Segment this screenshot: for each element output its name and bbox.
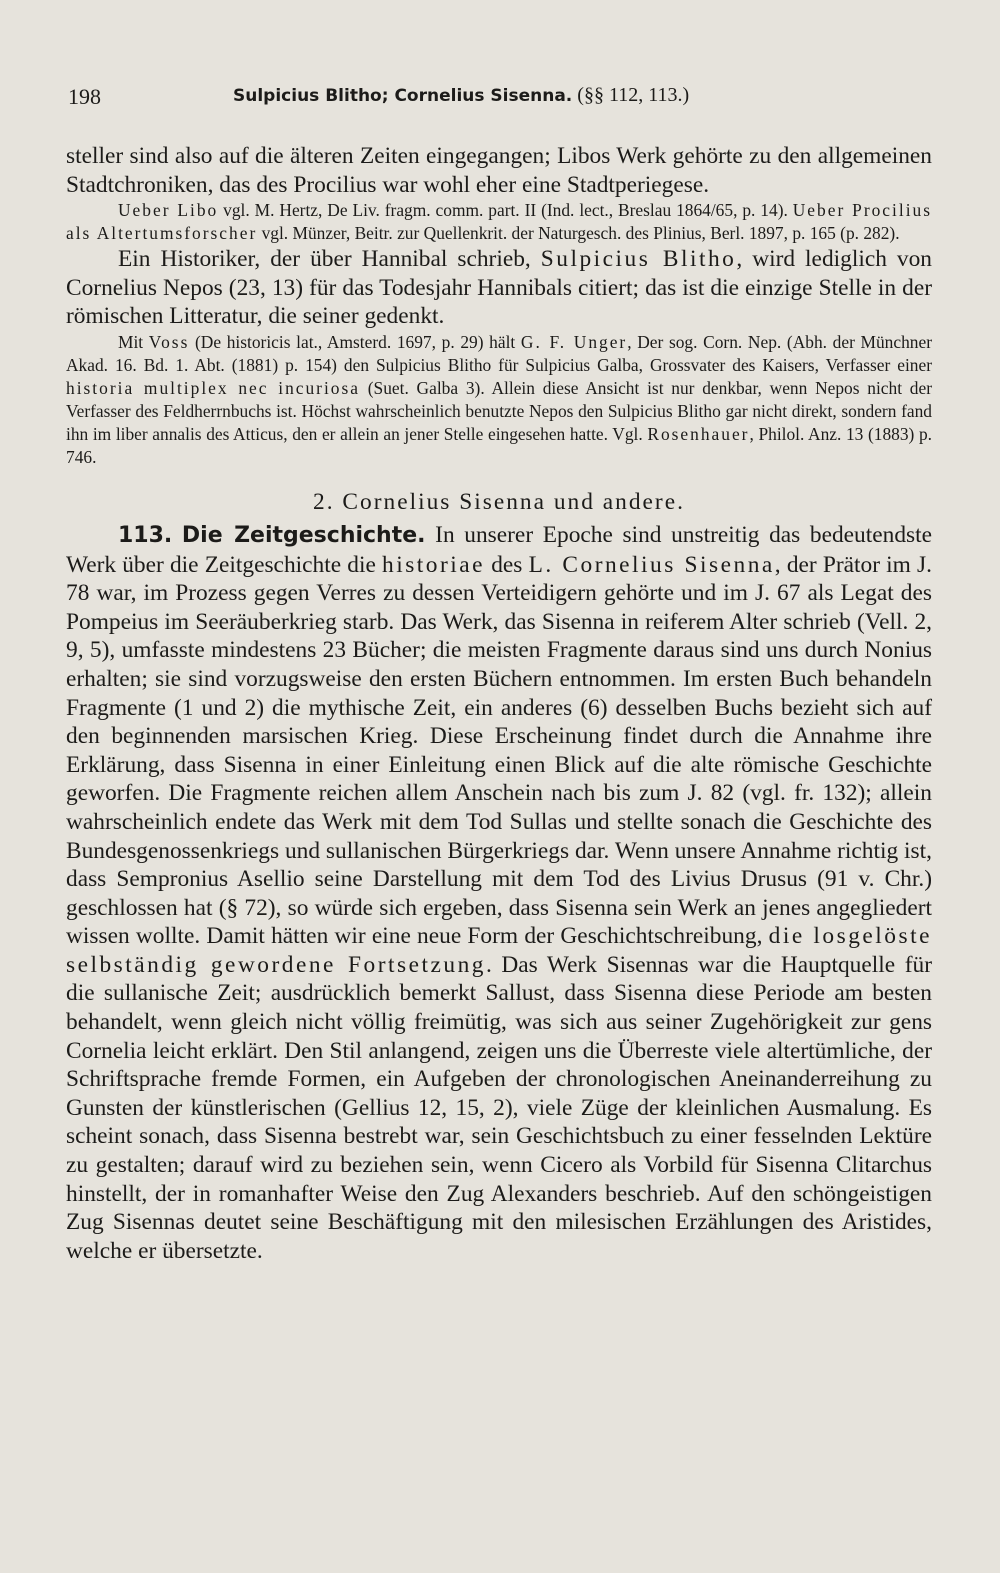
emphasis-title: historiae: [382, 551, 486, 578]
emphasis-name: Rosenhauer: [647, 423, 750, 444]
section-reference: (§§ 112, 113.): [577, 84, 690, 106]
emphasis-phrase: die losgelöste selbständig gewordene Fortsetzung: [66, 923, 932, 978]
subsection-title: Die Zeitgeschichte.: [181, 522, 426, 548]
paragraph-blitho: Ein Historiker, der über Hannibal schrieb, Sulpicius Blitho, wird lediglich von Cornelius Nepos (23, 13) für das Todesjahr Hannibals citiert; das ist die einzige Stelle in der römischen Litteratur, die seiner gedenkt.: [66, 246, 932, 330]
paragraph-intro: steller sind also auf die älteren Zeiten eingegangen; Libos Werk gehörte zu den allgemeinen Stadtchroniken, das des Procilius war wohl eher eine Stadtperiegese.: [66, 143, 932, 198]
section-number: 113.: [118, 522, 173, 548]
running-head-title: Sulpicius Blitho; Cornelius Sisenna.: [233, 86, 573, 106]
footnote-libo: Ueber Libo vgl. M. Hertz, De Liv. fragm. comm. part. II (Ind. lect., Breslau 1864/65, p. 14). Ueber Procilius als Altertumsforscher vgl. Münzer, Beitr. zur Quellenkrit. der Naturgesch. des Plinius, Berl. 1897, p. 165 (p. 282).: [66, 200, 932, 244]
section-heading: 2. Cornelius Sisenna und andere.: [313, 488, 685, 515]
page-number: 198: [68, 84, 101, 109]
emphasis-name: G. F. Unger: [520, 331, 628, 352]
emphasis-text: Ueber Procilius als Altertumsforscher: [66, 200, 932, 244]
emphasis-text: Ueber Libo: [118, 200, 219, 221]
page-body: [66, 142, 932, 1265]
footnote-voss: Mit Voss (De historicis lat., Amsterd. 1697, p. 29) hält G. F. Unger, Der sog. Corn. Nep. (Abh. der Münchner Akad. 16. Bd. 1. Abt. (1881) p. 154) den Sulpicius Blitho für Sulpicius Galba, Grossvater des Kaisers, Verfasser einer historia multiplex nec incuriosa (Suet. Galba 3). Allein diese Ansicht ist nur denkbar, wenn Nepos nicht der Verfasser des Feldherrnbuchs ist. Höchst wahrscheinlich benutzte Nepos den Sulpicius Blitho gar nicht direkt, sondern fand ihn im liber annalis des Atticus, den er allein an jener Stelle eingesehen hatte. Vgl. Rosenhauer, Philol. Anz. 13 (1883) p. 746.: [66, 331, 932, 467]
paragraph-zeitgeschichte: 113. Die Zeitgeschichte. In unserer Epoche sind unstreitig das bedeutendste Werk über die Zeitgeschichte die historiae des L. Cornelius Sisenna, der Prätor im J. 78 war, im Prozess gegen Verres zu dessen Verteidigern gehörte und im J. 67 als Legat des Pompeius im Seeräuberkrieg starb. Das Werk, das Sisenna in reiferem Alter schrieb (Vell. 2, 9, 5), umfasste mindestens 23 Bücher; die meisten Fragmente daraus sind uns durch Nonius erhalten; sie sind vorzugsweise den ersten Büchern entnommen. Im ersten Buch behandeln Fragmente (1 und 2) die mythische Zeit, ein anderes (6) desselben Buchs bezieht sich auf den beginnenden marsischen Krieg. Diese Erscheinung findet durch die Annahme ihre Erklärung, dass Sisenna in einer Einleitung einen Blick auf die alte römische Geschichte geworfen. Die Fragmente reichen allem Anschein nach bis zum J. 82 (vgl. fr. 132); allein wahrscheinlich endete das Werk mit dem Tod Sullas und stellte sonach die Geschichte des Bundesgenossenkriegs und sullanischen Bürgerkriegs dar. Wenn unsere Annahme richtig ist, dass Sempronius Asellio seine Darstellung mit dem Tod des Livius Drusus (91 v. Chr.) geschlossen hat (§ 72), so würde sich ergeben, dass Sisenna sein Werk an jenes angegliedert wissen wollte. Damit hätten wir eine neue Form der Geschichtschreibung, die losgelöste selbständig gewordene Fortsetzung. Das Werk Sisennas war die Hauptquelle für die sullanische Zeit; ausdrücklich bemerkt Sallust, dass Sisenna diese Periode am besten behandelt, wenn gleich nicht völlig freimütig, was sich aus seiner Zugehörigkeit zur gens Cornelia leicht erklärt. Den Stil anlangend, zeigen uns die Überreste viele altertümliche, der Schriftsprache fremde Formen, ein Aufgeben der chronologischen Aneinanderreihung zu Gunsten der künstlerischen (Gellius 12, 15, 2), viele Züge der kleinlichen Ausmalung. Es scheint sonach, dass Sisenna bestrebt war, sein Geschichtsbuch zu einer fesselnden Lektüre zu gestalten; darauf wird zu beziehen sein, wenn Cicero als Vorbild für Sisenna Clitarchus hinstellt, der in romanhafter Weise den Zug Alexanders beschrieb. Auf den schöngeistigen Zug Sisennas deutet seine Beschäftigung mit den milesischen Erzählungen des Aristides, welche er übersetzte.: [66, 521, 932, 1264]
emphasis-name: L. Cornelius Sisenna: [528, 551, 775, 578]
emphasis-title: historia multiplex nec incuriosa: [66, 377, 360, 398]
emphasis-name: Sulpicius Blitho: [540, 246, 737, 273]
page-header: [68, 84, 930, 118]
emphasis-name: Voss: [148, 331, 190, 352]
running-head: [233, 84, 689, 107]
